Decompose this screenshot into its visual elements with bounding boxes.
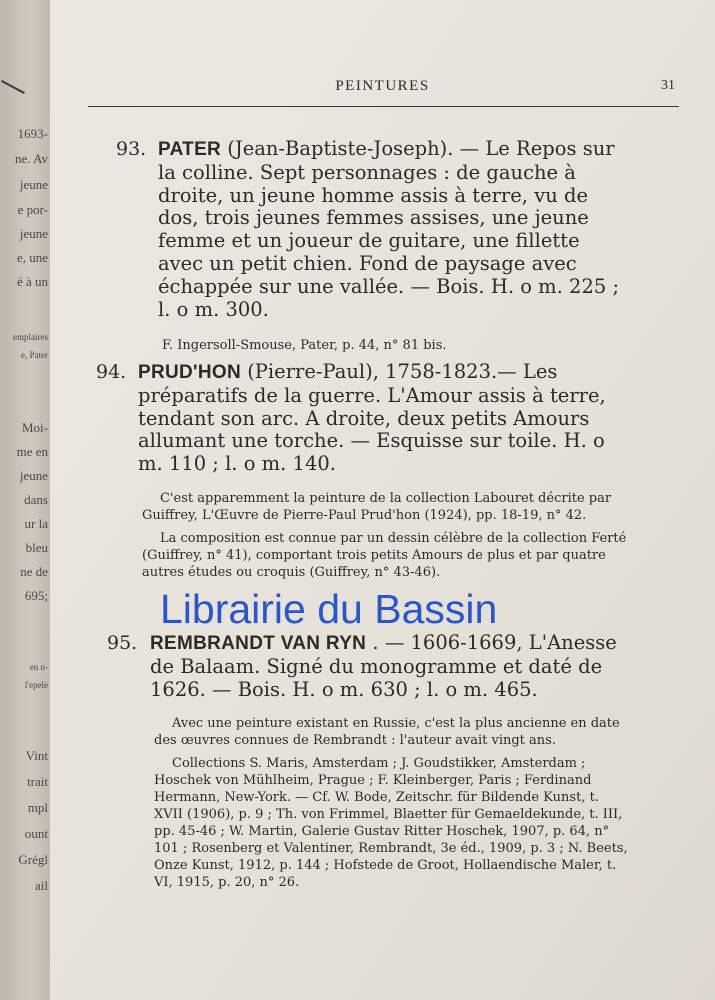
- running-title: PEINTURES: [335, 78, 430, 94]
- watermark-text: Librairie du Bassin: [160, 586, 498, 632]
- entry-description: [107, 631, 628, 701]
- gutter-fragment: ail: [35, 878, 48, 893]
- gutter-fragment: l'epele: [24, 680, 48, 690]
- entry-bibliography: F. Ingersoll-Smouse, Pater, p. 44, n° 81 bis.: [162, 338, 447, 354]
- gutter-fragment: mpl: [27, 800, 48, 815]
- header-rule: [88, 106, 679, 107]
- gutter-fragment: e, une: [16, 250, 48, 265]
- gutter-fragment: e, Pater: [21, 350, 48, 360]
- catalogue-page: [50, 0, 715, 1000]
- gutter-fragment: ount: [24, 826, 48, 841]
- catalogue-entry-94: [96, 360, 628, 587]
- entry-number: 95.: [107, 632, 138, 654]
- gutter-fragment: e por-: [17, 202, 48, 217]
- entry-text: (Jean-Baptiste-Joseph). — Le Repos sur la colline. Sept personnages : de gauche à droite, un jeune homme assis à terre, vu de dos, trois jeunes femmes assises, une jeune femme et un joueur de guitare, une fillette avec un petit chien. Fond de paysage avec échappée sur une vallée. — Bois. H. o m. 225 ; l. o m. 300.: [158, 137, 620, 321]
- entry-text: . — 1606-1669, L'Anesse de Balaam. Signé du monogramme et daté de 1626. — Bois. H. o m. 630 ; l. o m. 465.: [150, 631, 617, 701]
- entry-notes: [150, 715, 628, 891]
- gutter-fragment: é à un: [16, 274, 48, 289]
- catalogue-entry-93: [116, 137, 628, 354]
- gutter-fragment: Grégl: [18, 852, 48, 867]
- entry-note: La composition est connue par un dessin célèbre de la collection Ferté (Guiffrey, n° 41), comportant trois petits Amours de plus et par quatre autres études ou croquis (Guiffrey, n° 43-46).: [142, 530, 627, 580]
- gutter-fragment: Moi-: [22, 420, 48, 435]
- artist-name: PATER: [158, 139, 222, 160]
- gutter-fragment: 695;: [24, 588, 48, 603]
- gutter-fragment: jeune: [19, 226, 48, 241]
- gutter-fragment: Vint: [25, 748, 48, 763]
- gutter-fragment: ne. Av: [15, 151, 48, 166]
- gutter-fragment: en n-: [29, 662, 48, 672]
- gutter-fragment: emplaires: [13, 332, 48, 342]
- artist-name: REMBRANDT VAN RYN: [150, 633, 367, 654]
- entry-number: 94.: [96, 361, 127, 383]
- catalogue-entry-95: [107, 631, 628, 897]
- entry-note: C'est apparemment la peinture de la collection Labouret décrite par Guiffrey, L'Œuvre de Pierre-Paul Prud'hon (1924), pp. 18-19, n° 42.: [142, 490, 612, 523]
- gutter-fragment: ne de: [20, 564, 48, 579]
- gutter-fragment: trait: [27, 774, 48, 789]
- entry-text: (Pierre-Paul), 1758-1823.— Les préparatifs de la guerre. L'Amour assis à terre, tendant son arc. A droite, deux petits Amours allumant une torche. — Esquisse sur toile. H. o m. 110 ; l. o m. 140.: [138, 360, 606, 476]
- entry-description: [116, 137, 628, 321]
- gutter-fragment: ur la: [24, 516, 48, 531]
- entry-number: 93.: [116, 138, 147, 160]
- artist-name: PRUD'HON: [138, 362, 241, 383]
- entry-notes: [138, 490, 628, 581]
- facing-page-edge: [0, 0, 50, 1000]
- gutter-fragment: jeune: [19, 468, 48, 483]
- gutter-fragment: dans: [24, 492, 48, 507]
- gutter-fragment: jeune: [19, 177, 48, 192]
- entry-description: [96, 360, 628, 476]
- entry-note: Collections S. Maris, Amsterdam ; J. Goudstikker, Amsterdam ; Hoschek von Mühlheim, Prague ; F. Kleinberger, Paris ; Ferdinand Hermann, New-York. — Cf. W. Bode, Zeitschr. für Bildende Kunst, t. XVII (1906), p. 9 ; Th. von Frimmel, Blaetter für Gemaeldekunde, t. III, pp. 45-46 ; W. Martin, Galerie Gustav Ritter Hoschek, 1907, p. 64, n° 101 ; Rosenberg et Valentiner, Rembrandt, 3e éd., 1909, p. 3 ; N. Beets, Onze Kunst, 1912, p. 144 ; Hofstede de Groot, Hollaendische Maler, t. VI, 1915, p. 20, n° 26.: [154, 756, 628, 891]
- gutter-fragment: 1693-: [17, 126, 48, 141]
- page-number: 31: [661, 78, 675, 93]
- running-header: [90, 78, 675, 100]
- entry-note: Avec une peinture existant en Russie, c'est la plus ancienne en date des œuvres connues de Rembrandt : l'auteur avait vingt ans.: [154, 716, 620, 749]
- gutter-fragment: me en: [16, 444, 48, 459]
- facing-page-rule: [1, 80, 25, 94]
- gutter-fragment: bleu: [25, 540, 48, 555]
